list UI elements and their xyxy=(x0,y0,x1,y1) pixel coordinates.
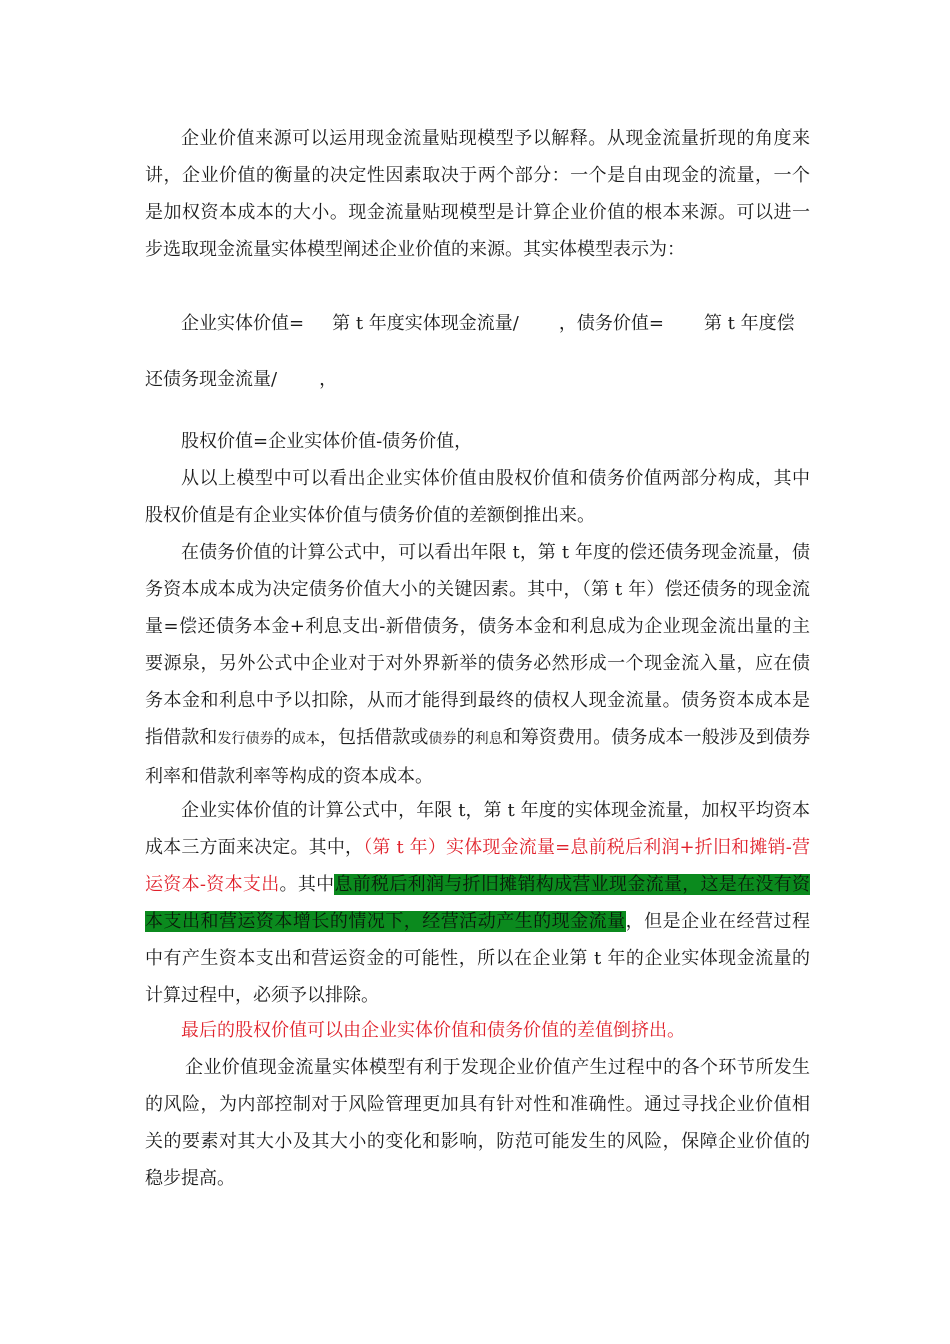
highlighted-text-operating-cashflow: 息前税后利润与折旧摊销构成营业现金流量，这是在没有资本支出和营运资本增长的情况下，经营活动产生的现金流量 xyxy=(145,874,811,932)
small-text-cost: 成本 xyxy=(291,731,320,747)
text-financing-cost: 和筹资费用。债务成本一般涉及到债券利率和借款利率等构成的资本成本。 xyxy=(145,727,811,787)
paragraph-intro: 企业价值来源可以运用现金流量贴现模型予以解释。从现金流量折现的角度来讲，企业价值的衡量的决定性因素取决于两个部分：一个是自由现金的流量，一个是加权资本成本的大小。现金流量贴现模型是计算企业价值的根本来源。可以进一步选取现金流量实体模型阐述企业价值的来源。其实体模型表示为： xyxy=(145,128,810,260)
paragraph-debt-value xyxy=(145,534,810,795)
text-include: ，包括借款或 xyxy=(319,727,429,748)
formula-debt-value-label: ，债务价值= xyxy=(558,313,664,334)
paragraph-equity-conclusion: 最后的股权价值可以由企业实体价值和债务价值的差值倒挤出。 xyxy=(181,1020,685,1041)
formula-equity-value: 股权价值=企业实体价值-债务价值， xyxy=(181,431,473,452)
paragraph-risk-management: 企业价值现金流量实体模型有利于发现企业价值产生过程中的各个环节所发生的风险，为内部控制对于风险管理更加具有针对性和准确性。通过寻找企业价值相关的要素对其大小及其大小的变化和影响，防范可能发生的风险，保障企业价值的稳步提高。 xyxy=(145,1057,810,1189)
paragraph-debt-value-text: 在债务价值的计算公式中，可以看出年限 t，第 t 年度的偿还债务现金流量，债务资本成本成为决定债务价值大小的关键因素。其中，（第 t 年）偿还债务的现金流量=偿还债务本金+利息支出-新借债务，债务本金和利息成为企业现金流出量的主要源泉，另外公式中企业对于对外界新举的债务必然形成一个现金流入量，应在债务本金和利息中予以扣除，从而才能得到最终的债权人现金流量。债务资本成本是指借款和 xyxy=(145,542,810,748)
formula-enterprise-and-debt-value xyxy=(181,305,795,342)
formula-comma: ， xyxy=(319,369,338,390)
text-de-1: 的 xyxy=(273,727,292,748)
small-text-interest: 利息 xyxy=(474,731,503,747)
formula-debt-continuation xyxy=(145,361,337,398)
text-qizhong: 。其中 xyxy=(279,874,335,895)
formula-entity-cashflow-term: 第 t 年度实体现金流量/ xyxy=(332,313,519,334)
paragraph-entity-value xyxy=(145,792,810,1014)
paragraph-model-composition: 从以上模型中可以看出企业实体价值由股权价值和债务价值两部分构成，其中股权价值是有企业实体价值与债务价值的差额倒推出来。 xyxy=(145,468,810,526)
paragraph-entity-value-text: 企业实体价值的计算公式中，年限 t，第 t 年度的实体现金流量，加权平均资本成本三方面来决定。其中， xyxy=(145,800,810,858)
formula-enterprise-value-label: 企业实体价值= xyxy=(181,313,305,334)
formula-debt-repay-term: 第 t 年度偿 xyxy=(703,313,795,334)
text-entity-value-rest: ，但是企业在经营过程中有产生资本支出和营运资金的可能性，所以在企业第 t 年的企业实体现金流量的计算过程中，必须予以排除。 xyxy=(145,911,811,1006)
text-de-2: 的 xyxy=(456,727,475,748)
small-text-bond: 债券 xyxy=(428,731,457,747)
small-text-bond-issue: 发行债券 xyxy=(217,731,274,747)
formula-debt-cashflow-term: 还债务现金流量/ xyxy=(145,369,278,390)
red-text-entity-cashflow-formula: （第 t 年）实体现金流量=息前税后利润+折旧和摊销-营运资本-资本支出 xyxy=(145,837,810,895)
